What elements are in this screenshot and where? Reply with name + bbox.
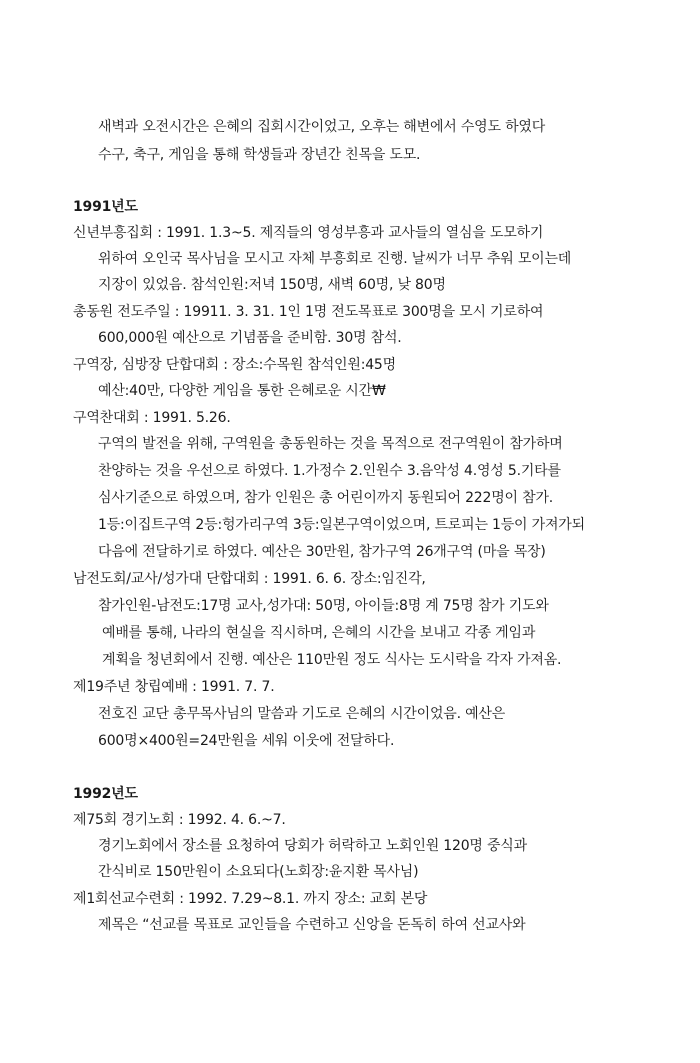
entry-body-line: 지장이 있었음. 참석인원:저녁 150명, 새벽 60명, 낮 80명 <box>98 277 446 293</box>
entry-body-line: 600명×400원=24만원을 세워 이웃에 전달하다. <box>98 733 395 749</box>
year-1991-heading: 1991년도 <box>73 199 138 215</box>
entry-body-line: 계획을 청년회에서 진행. 예산은 110만원 정도 식사는 도시락을 각자 가져옴. <box>102 652 562 668</box>
entry-title-line: 구역장, 심방장 단합대회 : 장소:수목원 참석인원:45명 <box>73 357 396 373</box>
entry-body-line: 예배를 통해, 나라의 현실을 직시하며, 은혜의 시간을 보내고 각종 게임과 <box>102 625 536 641</box>
entry-body-line: 제목은 “선교를 목표로 교인들을 수련하고 신앙을 돈독히 하여 선교사와 <box>98 917 526 933</box>
entry-title-line: 남전도회/교사/성가대 단합대회 : 1991. 6. 6. 장소:임진각, <box>73 571 426 587</box>
entry-body-line: 심사기준으로 하였으며, 참가 인원은 총 어린이까지 동원되어 222명이 참가. <box>98 490 554 506</box>
entry-title-line: 제75회 경기노회 : 1992. 4. 6.~7. <box>73 812 286 828</box>
entry-body-line: 참가인원-남전도:17명 교사,성가대: 50명, 아이들:8명 계 75명 참가 기도와 <box>98 598 549 614</box>
year-1992-heading: 1992년도 <box>73 786 138 802</box>
intro-line-1: 새벽과 오전시간은 은혜의 집회시간이었고, 오후는 해변에서 수영도 하였다 <box>98 119 546 135</box>
entry-title-line: 총동원 전도주일 : 19911. 3. 31. 1인 1명 전도목표로 300명을 모시 기로하여 <box>73 304 544 320</box>
entry-body-line: 1등:이집트구역 2등:헝가리구역 3등:일본구역이었으며, 트로피는 1등이 가져가되 <box>98 517 585 533</box>
entry-body-line: 600,000원 예산으로 기념품을 준비함. 30명 참석. <box>98 330 402 346</box>
entry-title-line: 구역찬대회 : 1991. 5.26. <box>73 410 231 426</box>
entry-body-line: 구역의 발전을 위해, 구역원을 총동원하는 것을 목적으로 전구역원이 참가하며 <box>98 436 563 452</box>
entry-body-line: 찬양하는 것을 우선으로 하였다. 1.가정수 2.인원수 3.음악성 4.영성 5.기타를 <box>98 463 561 479</box>
entry-title-line: 제19주년 창립예배 : 1991. 7. 7. <box>73 679 275 695</box>
entry-title-line: 제1회선교수련회 : 1992. 7.29~8.1. 까지 장소: 교회 본당 <box>73 891 428 907</box>
intro-line-2: 수구, 축구, 게임을 통해 학생들과 장년간 친목을 도모. <box>98 147 421 163</box>
entry-body-line: 예산:40만, 다양한 게임을 통한 은혜로운 시간₩ <box>98 383 386 399</box>
entry-body-line: 전호진 교단 총무목사님의 말씀과 기도로 은혜의 시간이었음. 예산은 <box>98 706 506 722</box>
entry-body-line: 경기노회에서 장소를 요청하여 당회가 허락하고 노회인원 120명 중식과 <box>98 838 527 854</box>
entry-body-line: 간식비로 150만원이 소요되다(노회장:윤지환 목사님) <box>98 864 419 880</box>
entry-body-line: 위하여 오인국 목사님을 모시고 자체 부흥회로 진행. 날씨가 너무 추워 모이는데 <box>98 251 572 267</box>
entry-body-line: 다음에 전달하기로 하였다. 예산은 30만원, 참가구역 26개구역 (마을 목장) <box>98 544 546 560</box>
entry-title-line: 신년부흥집회 : 1991. 1.3~5. 제직들의 영성부흥과 교사들의 열심을 도모하기 <box>73 225 544 241</box>
